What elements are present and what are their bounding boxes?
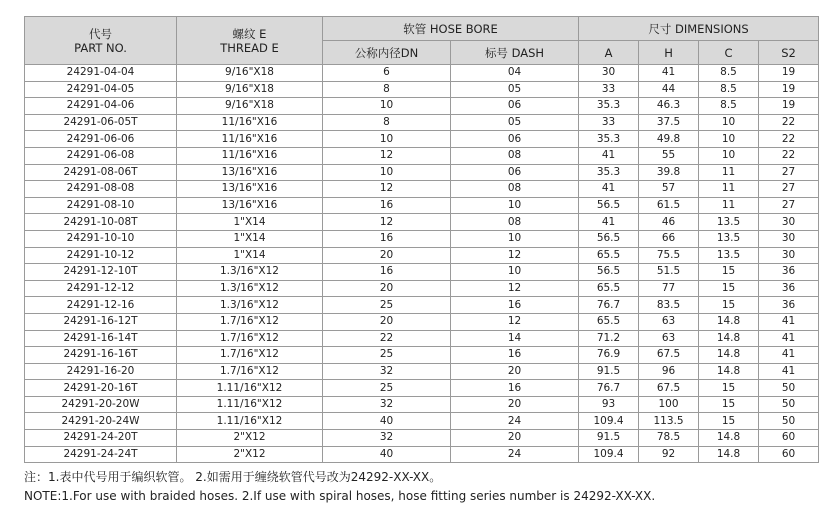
cell-part: 24291-20-16T [25, 380, 177, 397]
header-part-no [25, 17, 177, 65]
cell-h: 96 [639, 363, 699, 380]
cell-thread: 2"X12 [177, 446, 323, 463]
table-row [25, 430, 819, 447]
header-thread-en: THREAD E [220, 40, 279, 55]
cell-dash: 06 [451, 98, 579, 115]
cell-thread: 11/16"X16 [177, 131, 323, 148]
cell-dash: 12 [451, 313, 579, 330]
cell-c: 11 [699, 164, 759, 181]
cell-c: 8.5 [699, 65, 759, 82]
cell-a: 91.5 [579, 363, 639, 380]
table-row [25, 413, 819, 430]
cell-dash: 20 [451, 363, 579, 380]
cell-s2: 41 [759, 330, 819, 347]
cell-h: 49.8 [639, 131, 699, 148]
cell-c: 13.5 [699, 247, 759, 264]
table-row [25, 230, 819, 247]
cell-thread: 1.3/16"X12 [177, 264, 323, 281]
table-row [25, 446, 819, 463]
cell-s2: 41 [759, 363, 819, 380]
cell-part: 24291-08-06T [25, 164, 177, 181]
cell-c: 10 [699, 147, 759, 164]
cell-dash: 16 [451, 347, 579, 364]
cell-a: 71.2 [579, 330, 639, 347]
cell-h: 113.5 [639, 413, 699, 430]
cell-h: 77 [639, 280, 699, 297]
cell-thread: 1.3/16"X12 [177, 297, 323, 314]
cell-dash: 10 [451, 264, 579, 281]
cell-dn: 40 [323, 413, 451, 430]
cell-a: 93 [579, 396, 639, 413]
table-row [25, 181, 819, 198]
cell-thread: 1"X14 [177, 247, 323, 264]
cell-h: 63 [639, 313, 699, 330]
cell-dn: 8 [323, 114, 451, 131]
header-h: H [639, 41, 699, 65]
cell-part: 24291-06-08 [25, 147, 177, 164]
cell-s2: 50 [759, 413, 819, 430]
cell-c: 14.8 [699, 313, 759, 330]
cell-dash: 16 [451, 380, 579, 397]
cell-c: 8.5 [699, 81, 759, 98]
cell-thread: 1.7/16"X12 [177, 330, 323, 347]
header-part-no-cn: 代号 [89, 26, 112, 41]
cell-a: 35.3 [579, 164, 639, 181]
table-row [25, 131, 819, 148]
cell-s2: 19 [759, 81, 819, 98]
cell-part: 24291-16-14T [25, 330, 177, 347]
cell-dn: 40 [323, 446, 451, 463]
cell-s2: 19 [759, 65, 819, 82]
cell-c: 14.8 [699, 446, 759, 463]
cell-c: 14.8 [699, 330, 759, 347]
cell-dn: 32 [323, 363, 451, 380]
cell-dash: 24 [451, 413, 579, 430]
cell-part: 24291-16-16T [25, 347, 177, 364]
cell-a: 56.5 [579, 264, 639, 281]
cell-dn: 25 [323, 380, 451, 397]
cell-dash: 08 [451, 181, 579, 198]
cell-thread: 1.11/16"X12 [177, 413, 323, 430]
cell-h: 67.5 [639, 347, 699, 364]
cell-dash: 04 [451, 65, 579, 82]
cell-h: 55 [639, 147, 699, 164]
cell-h: 67.5 [639, 380, 699, 397]
cell-dn: 16 [323, 197, 451, 214]
cell-s2: 50 [759, 396, 819, 413]
cell-c: 11 [699, 197, 759, 214]
cell-thread: 1.11/16"X12 [177, 380, 323, 397]
cell-s2: 36 [759, 280, 819, 297]
header-thread-cn: 螺纹 E [232, 26, 267, 41]
cell-h: 51.5 [639, 264, 699, 281]
cell-dash: 05 [451, 114, 579, 131]
cell-thread: 9/16"X18 [177, 98, 323, 115]
table-row [25, 197, 819, 214]
cell-c: 15 [699, 280, 759, 297]
cell-a: 56.5 [579, 230, 639, 247]
cell-dn: 32 [323, 396, 451, 413]
cell-thread: 1.3/16"X12 [177, 280, 323, 297]
table-header [25, 17, 819, 65]
cell-thread: 13/16"X16 [177, 197, 323, 214]
cell-dn: 12 [323, 214, 451, 231]
cell-dash: 10 [451, 230, 579, 247]
cell-s2: 22 [759, 114, 819, 131]
cell-h: 75.5 [639, 247, 699, 264]
cell-part: 24291-04-05 [25, 81, 177, 98]
cell-part: 24291-24-20T [25, 430, 177, 447]
header-a: A [579, 41, 639, 65]
header-dimensions: 尺寸 DIMENSIONS [579, 17, 819, 41]
table-row [25, 280, 819, 297]
header-thread [177, 17, 323, 65]
cell-thread: 1"X14 [177, 230, 323, 247]
cell-a: 56.5 [579, 197, 639, 214]
note-chinese: 注：1.表中代号用于编织软管。 2.如需用于缠绕软管代号改为24292-XX-XX。 [24, 470, 442, 484]
table-row [25, 363, 819, 380]
cell-part: 24291-12-12 [25, 280, 177, 297]
cell-dash: 10 [451, 197, 579, 214]
cell-dn: 16 [323, 230, 451, 247]
cell-dn: 20 [323, 247, 451, 264]
cell-part: 24291-10-12 [25, 247, 177, 264]
spec-table [24, 16, 819, 463]
cell-a: 41 [579, 214, 639, 231]
cell-a: 30 [579, 65, 639, 82]
cell-dn: 6 [323, 65, 451, 82]
cell-part: 24291-08-08 [25, 181, 177, 198]
cell-h: 37.5 [639, 114, 699, 131]
cell-c: 15 [699, 396, 759, 413]
cell-dn: 12 [323, 147, 451, 164]
cell-h: 46 [639, 214, 699, 231]
cell-dn: 22 [323, 330, 451, 347]
cell-h: 63 [639, 330, 699, 347]
cell-thread: 1"X14 [177, 214, 323, 231]
cell-thread: 13/16"X16 [177, 164, 323, 181]
cell-s2: 41 [759, 313, 819, 330]
cell-a: 76.7 [579, 297, 639, 314]
cell-a: 65.5 [579, 247, 639, 264]
cell-s2: 22 [759, 147, 819, 164]
cell-dash: 08 [451, 214, 579, 231]
cell-part: 24291-24-24T [25, 446, 177, 463]
cell-dn: 10 [323, 131, 451, 148]
table-row [25, 247, 819, 264]
cell-h: 46.3 [639, 98, 699, 115]
cell-part: 24291-10-08T [25, 214, 177, 231]
cell-s2: 30 [759, 214, 819, 231]
cell-c: 14.8 [699, 430, 759, 447]
cell-h: 41 [639, 65, 699, 82]
cell-c: 14.8 [699, 347, 759, 364]
cell-thread: 1.11/16"X12 [177, 396, 323, 413]
cell-h: 83.5 [639, 297, 699, 314]
cell-part: 24291-12-10T [25, 264, 177, 281]
cell-a: 65.5 [579, 313, 639, 330]
cell-s2: 27 [759, 164, 819, 181]
cell-dn: 12 [323, 181, 451, 198]
cell-part: 24291-04-06 [25, 98, 177, 115]
table-row [25, 380, 819, 397]
cell-s2: 60 [759, 446, 819, 463]
cell-h: 44 [639, 81, 699, 98]
cell-s2: 30 [759, 247, 819, 264]
cell-thread: 1.7/16"X12 [177, 363, 323, 380]
cell-part: 24291-10-10 [25, 230, 177, 247]
cell-c: 15 [699, 413, 759, 430]
cell-a: 33 [579, 81, 639, 98]
cell-dn: 32 [323, 430, 451, 447]
cell-c: 13.5 [699, 214, 759, 231]
cell-part: 24291-06-06 [25, 131, 177, 148]
cell-thread: 11/16"X16 [177, 147, 323, 164]
note-english: NOTE:1.For use with braided hoses. 2.If use with spiral hoses, hose fitting series number is 24292-XX-XX. [24, 489, 656, 503]
cell-h: 57 [639, 181, 699, 198]
cell-part: 24291-20-24W [25, 413, 177, 430]
cell-a: 41 [579, 147, 639, 164]
cell-part: 24291-16-20 [25, 363, 177, 380]
cell-thread: 13/16"X16 [177, 181, 323, 198]
cell-part: 24291-12-16 [25, 297, 177, 314]
cell-s2: 60 [759, 430, 819, 447]
table-row [25, 297, 819, 314]
header-hose-bore: 软管 HOSE BORE [323, 17, 579, 41]
cell-dash: 12 [451, 247, 579, 264]
cell-thread: 1.7/16"X12 [177, 347, 323, 364]
cell-dn: 20 [323, 280, 451, 297]
cell-a: 35.3 [579, 131, 639, 148]
cell-thread: 11/16"X16 [177, 114, 323, 131]
cell-dash: 06 [451, 164, 579, 181]
cell-c: 13.5 [699, 230, 759, 247]
cell-h: 61.5 [639, 197, 699, 214]
cell-s2: 36 [759, 297, 819, 314]
table-row [25, 264, 819, 281]
cell-thread: 9/16"X18 [177, 81, 323, 98]
cell-c: 8.5 [699, 98, 759, 115]
header-s2: S2 [759, 41, 819, 65]
table-row [25, 164, 819, 181]
cell-dash: 12 [451, 280, 579, 297]
cell-dn: 25 [323, 297, 451, 314]
cell-s2: 27 [759, 197, 819, 214]
cell-dash: 16 [451, 297, 579, 314]
header-dn: 公称内径DN [323, 41, 451, 65]
cell-part: 24291-08-10 [25, 197, 177, 214]
cell-s2: 36 [759, 264, 819, 281]
cell-dn: 20 [323, 313, 451, 330]
cell-dn: 8 [323, 81, 451, 98]
cell-part: 24291-16-12T [25, 313, 177, 330]
cell-a: 91.5 [579, 430, 639, 447]
cell-s2: 27 [759, 181, 819, 198]
cell-a: 109.4 [579, 446, 639, 463]
cell-thread: 1.7/16"X12 [177, 313, 323, 330]
cell-c: 10 [699, 131, 759, 148]
cell-dash: 05 [451, 81, 579, 98]
cell-c: 15 [699, 264, 759, 281]
cell-a: 41 [579, 181, 639, 198]
table-row [25, 313, 819, 330]
cell-h: 39.8 [639, 164, 699, 181]
cell-part: 24291-06-05T [25, 114, 177, 131]
cell-c: 15 [699, 380, 759, 397]
cell-part: 24291-20-20W [25, 396, 177, 413]
cell-s2: 19 [759, 98, 819, 115]
cell-s2: 30 [759, 230, 819, 247]
cell-dash: 24 [451, 446, 579, 463]
cell-h: 100 [639, 396, 699, 413]
cell-c: 11 [699, 181, 759, 198]
header-dash: 标号 DASH [451, 41, 579, 65]
cell-dn: 25 [323, 347, 451, 364]
table-row [25, 81, 819, 98]
cell-h: 66 [639, 230, 699, 247]
cell-c: 14.8 [699, 363, 759, 380]
header-c: C [699, 41, 759, 65]
cell-c: 10 [699, 114, 759, 131]
table-row [25, 396, 819, 413]
notes [24, 468, 818, 506]
cell-s2: 22 [759, 131, 819, 148]
cell-a: 109.4 [579, 413, 639, 430]
table-row [25, 114, 819, 131]
table-row [25, 147, 819, 164]
cell-c: 15 [699, 297, 759, 314]
table-body [25, 65, 819, 463]
table-row [25, 98, 819, 115]
cell-dn: 10 [323, 164, 451, 181]
cell-h: 78.5 [639, 430, 699, 447]
table-row [25, 347, 819, 364]
cell-dn: 16 [323, 264, 451, 281]
table-row [25, 65, 819, 82]
cell-thread: 9/16"X18 [177, 65, 323, 82]
cell-thread: 2"X12 [177, 430, 323, 447]
table-row [25, 330, 819, 347]
cell-dn: 10 [323, 98, 451, 115]
cell-a: 35.3 [579, 98, 639, 115]
cell-a: 76.9 [579, 347, 639, 364]
cell-s2: 41 [759, 347, 819, 364]
header-part-no-en: PART NO. [74, 40, 127, 55]
cell-dash: 08 [451, 147, 579, 164]
cell-dash: 20 [451, 430, 579, 447]
cell-dash: 14 [451, 330, 579, 347]
cell-a: 33 [579, 114, 639, 131]
cell-a: 65.5 [579, 280, 639, 297]
cell-a: 76.7 [579, 380, 639, 397]
table-row [25, 214, 819, 231]
cell-part: 24291-04-04 [25, 65, 177, 82]
cell-dash: 20 [451, 396, 579, 413]
cell-s2: 50 [759, 380, 819, 397]
cell-dash: 06 [451, 131, 579, 148]
cell-h: 92 [639, 446, 699, 463]
